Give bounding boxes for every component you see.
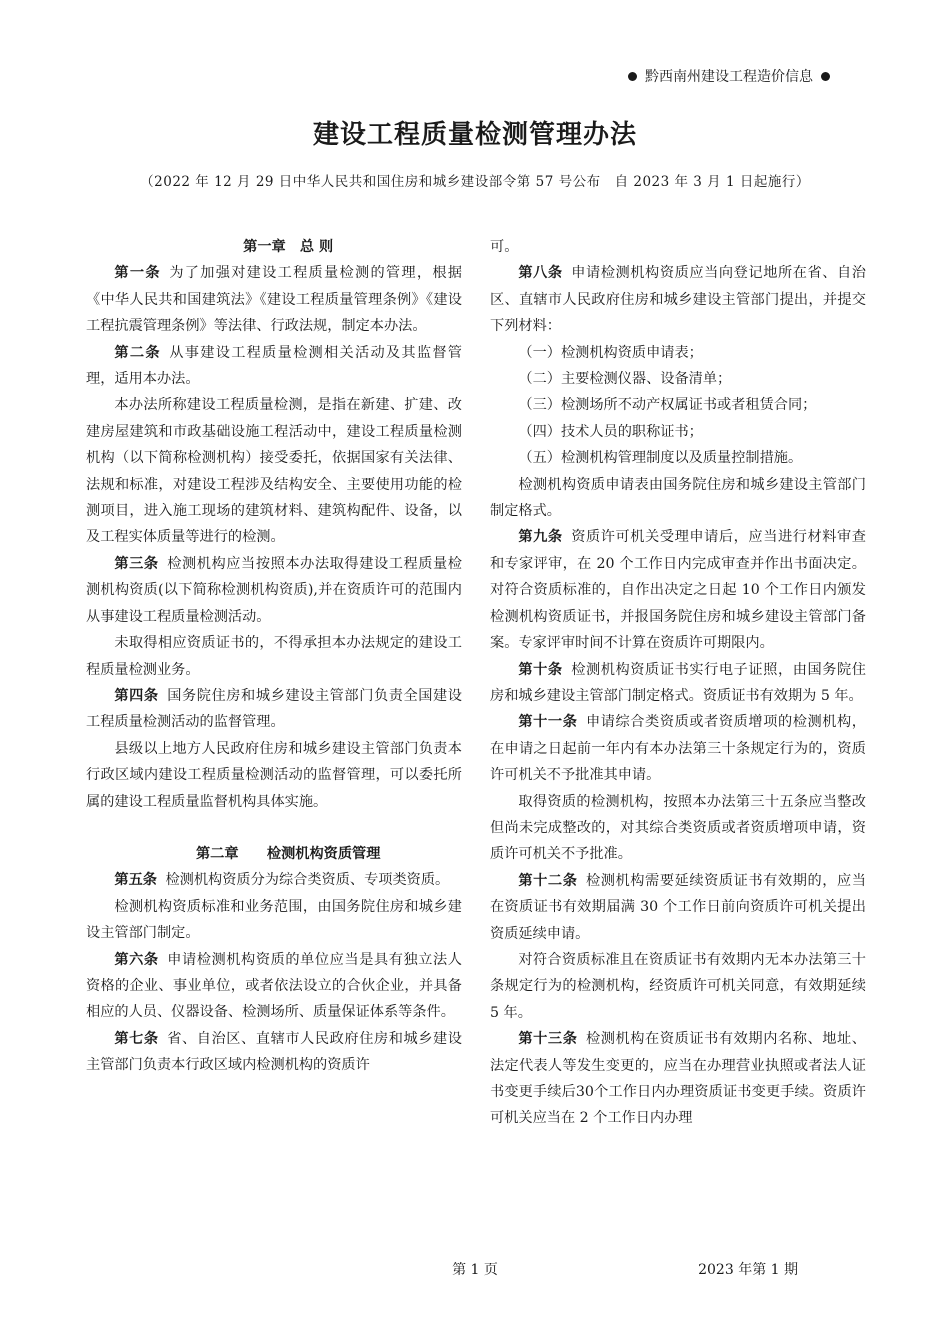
article-text: 省、自治区、直辖市人民政府住房和城乡建设主管部门负责本行政区域内检测机构的资质许 (86, 1030, 462, 1074)
paragraph: 对符合资质标准且在资质证书有效期内无本办法第三十条规定行为的检测机构，经资质许可机关同意，有效期延续 5 年。 (490, 951, 866, 1021)
article-4 (86, 683, 462, 736)
article-label: 第十三条 (518, 1031, 578, 1048)
article-label: 第七条 (114, 1030, 159, 1047)
chapter-heading: 第二章 检测机构资质管理 (195, 845, 381, 862)
paragraph: 未取得相应资质证书的，不得承担本办法规定的建设工程质量检测业务。 (86, 635, 462, 678)
issue-label: 2023 年第 1 期 (698, 1262, 798, 1278)
publication-name: 黔西南州建设工程造价信息 (645, 69, 813, 85)
article-label: 第十条 (518, 661, 563, 678)
bullet-dot-icon (628, 72, 637, 81)
article-label: 第六条 (114, 951, 159, 968)
chapter-heading: 第一章 总 则 (243, 239, 334, 255)
article-6 (86, 947, 462, 1026)
continuation-text: 可。 (490, 239, 519, 255)
list-item: （一）检测机构资质申请表； (518, 344, 703, 361)
document-subtitle: （2022 年 12 月 29 日中华人民共和国住房和城乡建设部令第 57 号公布 自 2023 年 3 月 1 日起施行） (140, 174, 810, 190)
article-text: 国务院住房和城乡建设主管部门负责全国建设工程质量检测活动的监督管理。 (86, 687, 462, 731)
article-9 (490, 524, 866, 656)
publication-header (628, 66, 830, 86)
article-label: 第二条 (114, 344, 161, 361)
list-item: （五）检测机构管理制度以及质量控制措施。 (518, 450, 803, 467)
paragraph: 县级以上地方人民政府住房和城乡建设主管部门负责本行政区域内建设工程质量检测活动的监督管理，可以委托所属的建设工程质量监督机构具体实施。 (86, 740, 462, 810)
list-item: （二）主要检测仪器、设备清单； (518, 371, 732, 388)
article-label: 第四条 (114, 687, 159, 704)
article-text: 检测机构资质证书实行电子证照，由国务院住房和城乡建设主管部门制定格式。资质证书有效期为 5 年。 (490, 661, 866, 704)
article-2 (86, 340, 462, 393)
article-1 (86, 260, 462, 339)
article-label: 第一条 (114, 265, 161, 282)
article-text: 检测机构在资质证书有效期内名称、地址、法定代表人等发生变更的，应当在办理营业执照或者法人证书变更手续后30个工作日内办理资质证书变更手续。资质许可机关应当在 2 个工作日内办理 (490, 1031, 866, 1127)
paragraph: 检测机构资质申请表由国务院住房和城乡建设主管部门制定格式。 (490, 476, 866, 520)
article-text: 检测机构需要延续资质证书有效期的，应当在资质证书有效期届满 30 个工作日前向资质许可机关提出资质延续申请。 (490, 872, 866, 942)
article-3 (86, 551, 462, 630)
bullet-dot-icon (821, 72, 830, 81)
paragraph: 本办法所称建设工程质量检测，是指在新建、扩建、改建房屋建筑和市政基础设施工程活动中，建设工程质量检测机构（以下简称检测机构）接受委托，依据国家有关法律、法规和标准，对建设工程涉及结构安全、主要使用功能的检测项目，进入施工现场的建筑材料、建筑构配件、设备，以及工程实体质量等进行的检测。 (86, 397, 462, 546)
list-item: （三）检测场所不动产权属证书或者租赁合同； (518, 397, 817, 414)
article-7 (86, 1026, 462, 1079)
article-11 (490, 709, 866, 788)
document-title: 建设工程质量检测管理办法 (312, 120, 637, 150)
article-label: 第十一条 (518, 714, 578, 731)
article-label: 第十二条 (518, 872, 578, 889)
left-column (86, 234, 462, 1079)
article-label: 第九条 (518, 529, 563, 546)
article-label: 第五条 (114, 872, 157, 889)
article-text: 资质许可机关受理申请后，应当进行材料审查和专家评审，在 20 个工作日内完成审查并作出书面决定。对符合资质标准的，自作出决定之日起 10 个工作日内颁发检测机构资质证书，并报国务院住房和城乡建设主管部门备案。专家评审时间不计算在资质许可期限内。 (490, 529, 866, 652)
article-13 (490, 1026, 866, 1132)
article-text: 申请检测机构资质的单位应当是具有独立法人资格的企业、事业单位，或者依法设立的合伙企业，并具备相应的人员、仪器设备、检测场所、质量保证体系等条件。 (86, 951, 462, 1021)
article-text: 从事建设工程质量检测相关活动及其监督管理，适用本办法。 (86, 344, 462, 388)
article-5 (86, 867, 462, 893)
article-text: 检测机构应当按照本办法取得建设工程质量检测机构资质(以下简称检测机构资质),并在资质许可的范围内从事建设工程质量检测活动。 (86, 555, 462, 625)
article-12 (490, 868, 866, 947)
page-number: 第 1 页 (452, 1262, 498, 1278)
right-column (490, 234, 866, 1132)
article-text: 申请综合类资质或者资质增项的检测机构，在申请之日起前一年内有本办法第三十条规定行为的，资质许可机关不予批准其申请。 (490, 714, 866, 784)
article-text: 申请检测机构资质应当向登记地所在省、自治区、直辖市人民政府住房和城乡建设主管部门提出，并提交下列材料： (490, 265, 866, 335)
paragraph: 取得资质的检测机构，按照本办法第三十五条应当整改但尚未完成整改的，对其综合类资质或者资质增项申请，资质许可机关不予批准。 (490, 793, 866, 863)
article-label: 第八条 (518, 265, 563, 282)
article-text: 检测机构资质分为综合类资质、专项类资质。 (165, 872, 450, 889)
article-label: 第三条 (114, 555, 159, 572)
paragraph: 检测机构资质标准和业务范围，由国务院住房和城乡建设主管部门制定。 (86, 898, 462, 942)
article-8 (490, 260, 866, 339)
list-item: （四）技术人员的职称证书； (518, 423, 703, 440)
article-10 (490, 657, 866, 710)
article-text: 为了加强对建设工程质量检测的管理，根据《中华人民共和国建筑法》《建设工程质量管理条例》《建设工程抗震管理条例》等法律、行政法规，制定本办法。 (86, 265, 462, 335)
